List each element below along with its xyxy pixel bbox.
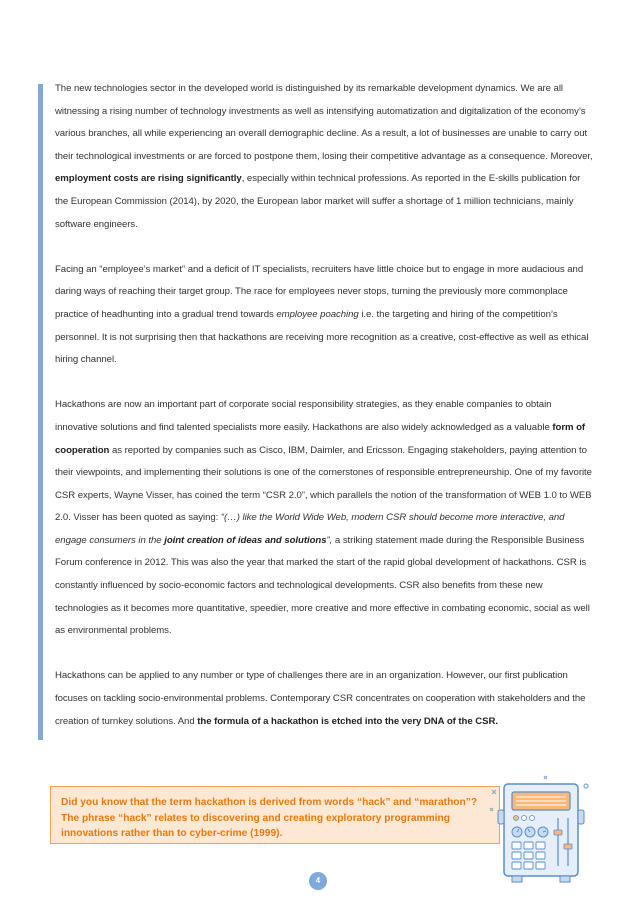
page-number: 4	[309, 872, 327, 890]
paragraph-4: Hackathons can be applied to any number or type of challenges there are in an organization. However, our first publication focuses on tackling socio-environmental problems. Contemporary CSR concentrates on cooperation with stakeholders and the creation of turnkey solutions. And the formula of a hackathon is etched into the very DNA of the CSR.	[55, 670, 586, 727]
left-accent-bar	[38, 84, 43, 740]
paragraph-2: Facing an “employee’s market” and a deficit of IT specialists, recruiters have little choice but to engage in more audacious and daring ways of reaching their target group. The race for employees never stops, turning the previously more commonplace practice of headhunting into a gradual trend towards employee poaching i.e. the targeting and hiring of the competition’s personnel. It is not surprising then that hackathons are receiving more recognition as a creative, cost-effective as well as ethical hiring channel.	[55, 263, 589, 366]
callout-text: Did you know that the term hackathon is derived from words “hack” and “marathon”? The phrase “hack” relates to discovering and creating exploratory programming innovations rather than to cyber-crime (1999).	[61, 797, 478, 839]
hackathon-machine-illustration-icon	[486, 770, 598, 888]
paragraph-3: Hackathons are now an important part of corporate social responsibility strategies, as they enable companies to obtain innovative solutions and find talented specialists more easily. Hackathons are also widely acknowledged as a valuable form of cooperation as reported by companies such as Cisco, IBM, Daimler, and Ericsson. Engaging stakeholders, paying attention to their viewpoints, and implementing their solutions is one of the cornerstones of responsible entrepreneurship. One of my favorite CSR experts, Wayne Visser, has coined the term “CSR 2.0”, which parallels the notion of the transformation of WEB 1.0 to WEB 2.0. Visser has been quoted as saying: “(…) like the World Wide Web, modern CSR should become more interactive, and engage consumers in the joint creation of ideas and solutions”, a striking statement made during the Responsible Business Forum conference in 2012. This was also the year that marked the start of the rapid global development of hackathons. CSR is constantly influenced by socio-economic factors and technological developments. CSR also benefits from these new technologies as it becomes more quantitative, speedier, more creative and more effective in combating economic, social as well as environmental problems.	[55, 399, 592, 637]
body-text	[55, 78, 595, 756]
did-you-know-callout	[50, 786, 500, 844]
paragraph-1: The new technologies sector in the developed world is distinguished by its remarkable development dynamics. We are all witnessing a rising number of technology investments as well as intensifying automatization and digitalization of the economy’s various branches, all while experiencing an overall demographic decline. As a result, a lot of businesses are unable to carry out their technological investments or are forced to postpone them, losing their competitive advantage as a consequence. Moreover, employment costs are rising significantly, especially within technical professions. As reported in the E-skills publication for the European Commission (2014), by 2020, the European labor market will suffer a shortage of 1 million technicians, mainly software engineers.	[55, 83, 593, 230]
